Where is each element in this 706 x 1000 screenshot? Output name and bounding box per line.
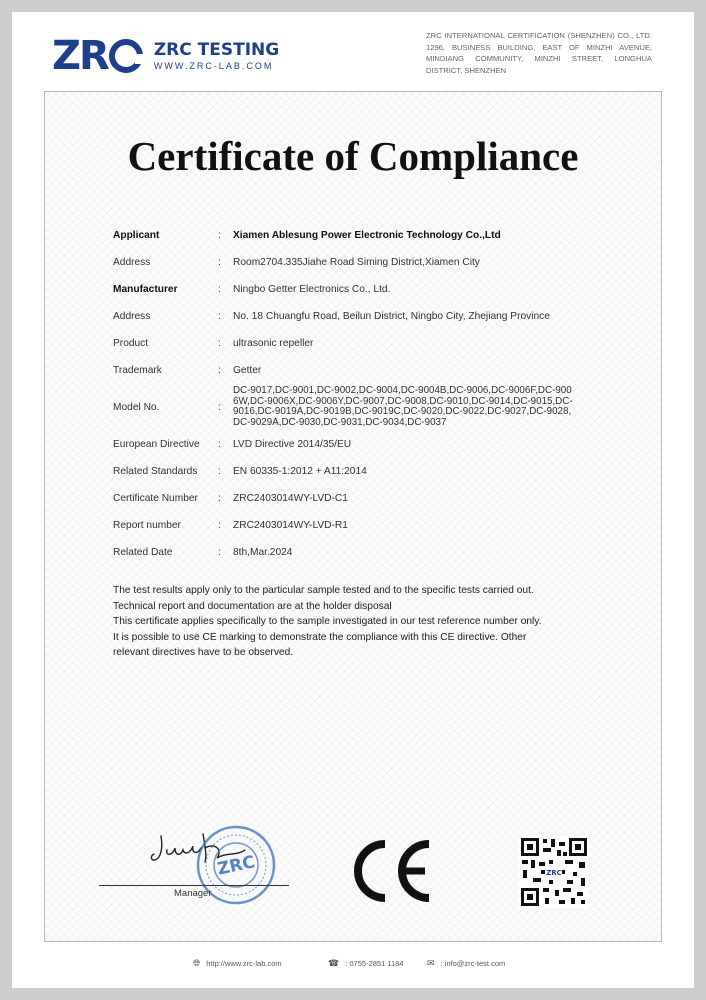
field-value: Room2704.335Jiahe Road Siming District,Xiamen City: [233, 257, 480, 268]
field-label: Trademark: [113, 365, 162, 376]
header: [12, 12, 694, 92]
statement-line: Technical report and documentation are at the holder disposal: [113, 600, 392, 612]
phone-icon: ☎: [328, 958, 340, 968]
field-value: LVD Directive 2014/35/EU: [233, 439, 352, 450]
signer-title: Manager: [174, 888, 212, 899]
field-value: EN 60335-1:2012 + A11:2014: [233, 466, 367, 477]
field-label: Related Date: [113, 547, 173, 558]
logo-ring: [109, 39, 143, 73]
statement-line: This certificate applies specifically to the sample investigated in our test reference number only.: [113, 616, 542, 627]
field-label: Model No.: [113, 402, 160, 413]
field-value: ZRC2403014WY-LVD-C1: [233, 493, 348, 504]
company-address: ZRC INTERNATIONAL CERTIFICATION (SHENZHEN) CO., LTD. 1296, BUSINESS BUILDING, EAST OF MINZHI AVENUE, MINDIANG COMMUNITY, MINZHI STREET, LONGHUA DISTRICT, SHENZHEN: [426, 31, 652, 75]
certificate-sheet: [12, 12, 694, 988]
stamp-text: ZRC: [215, 852, 257, 880]
statement-line: The test results apply only to the particular sample tested and to the specific tests carried out.: [113, 585, 534, 596]
mail-icon: ✉: [427, 958, 435, 968]
field-value: Ningbo Getter Electronics Co., Ltd.: [233, 284, 391, 295]
model-line: DC-9029A,DC-9030,DC-9031,DC-9034,DC-9037: [233, 416, 447, 428]
logo-url: WWW.ZRC-LAB.COM: [153, 61, 274, 71]
model-line: 6W,DC-9006X,DC-9006Y,DC-9007,DC-9008,DC-9010,DC-9014,DC-9015,DC-: [233, 395, 573, 407]
globe-icon: 🌐︎: [193, 958, 201, 968]
field-value: ultrasonic repeller: [233, 338, 314, 349]
zrc-logo: [52, 34, 279, 78]
field-label: Manufacturer: [113, 284, 178, 295]
ce-mark: [345, 836, 435, 906]
footer-phone: [328, 958, 403, 969]
field-label: Address: [113, 257, 151, 268]
field-label: Applicant: [113, 230, 160, 241]
model-list: [233, 386, 613, 428]
signature-area: [99, 820, 289, 920]
website-url: http://www.zrc-lab.com: [206, 959, 282, 968]
model-line: DC-9017,DC-9001,DC-9002,DC-9004,DC-9004B,DC-9006,DC-9006F,DC-900: [233, 385, 572, 396]
footer-website: [193, 958, 282, 969]
field-value: Getter: [233, 365, 262, 376]
compliance-statement: [113, 583, 613, 661]
signature-line: [99, 885, 289, 886]
footer-email: [427, 958, 505, 969]
statement-line: relevant directives have to be observed.: [113, 647, 294, 658]
certificate-frame: Certificate of Compliance Applicant : Xiamen Ablesung Power Electronic Technology Co.,Ltd Address : Room2704.335Jiahe Road Siming District,Xiamen City Manufacturer : Ningbo Getter Electronics Co., Ltd. Address : No. 18 Chuangfu Road, Beilun District, Ningbo City, Zhejiang Province Product : ultrasonic repeller Trademark : Getter Model No. : DC-9017,DC-9001,DC-9002,DC-9004,DC-9004B,DC-9006,DC-9006F,DC-900 6W,DC-9006X,DC-9006Y,DC-9007,DC-9008,DC-9010,DC-9014,DC-9015,DC- 9016,DC-9019A,DC-9019B,DC-9019C,DC-9020,DC-9022,DC-9027,DC-9028, DC-9029A,DC-9030,DC-9031,DC-9034,DC-9037 European Directive : LVD Directive 2014/35/EU Related Standards : EN 60335-1:2012 + A11:2014 Certificate Number : ZRC2403014WY-LVD-C1 Report number : ZRC2403014WY-LVD-R1 Related Date : 8th,Mar.2024 The test results apply only to the particular sample tested and to the specific tests carried out. Technical report and documentation are at the holder disposal This certificate applies specifically to the sample investigated in our test reference number only. It is possible to use CE marking to demonstrate the compliance with this CE directive. Other relevant directives have to be observed. ZRC Manager ZRC: [44, 91, 662, 942]
field-value: 8th,Mar.2024: [233, 547, 293, 558]
field-label: Certificate Number: [113, 493, 198, 504]
qr-code: [519, 836, 589, 908]
logo-name: ZRC TESTING: [153, 40, 280, 60]
logo-mark: Z R: [52, 36, 144, 76]
phone-number: : 0755-2851 1184: [345, 959, 404, 968]
email-address: : info@zrc-test.com: [440, 959, 506, 968]
qr-center-logo: ZRC: [546, 869, 562, 877]
field-label: Address: [113, 311, 151, 322]
field-label: Report number: [113, 520, 181, 531]
field-value: ZRC2403014WY-LVD-R1: [233, 520, 348, 531]
statement-line: It is possible to use CE marking to demonstrate the compliance with this CE directive. Other: [113, 631, 527, 643]
field-value: Xiamen Ablesung Power Electronic Technology Co.,Ltd: [233, 230, 501, 241]
model-line: 9016,DC-9019A,DC-9019B,DC-9019C,DC-9020,DC-9022,DC-9027,DC-9028,: [233, 406, 572, 418]
field-label: European Directive: [113, 439, 200, 450]
field-value: No. 18 Chuangfu Road, Beilun District, Ningbo City, Zhejiang Province: [233, 311, 550, 322]
field-label: Product: [113, 338, 149, 349]
field-label: Related Standards: [113, 466, 198, 477]
footer: [12, 952, 694, 972]
certificate-title: Certificate of Compliance: [127, 133, 579, 179]
